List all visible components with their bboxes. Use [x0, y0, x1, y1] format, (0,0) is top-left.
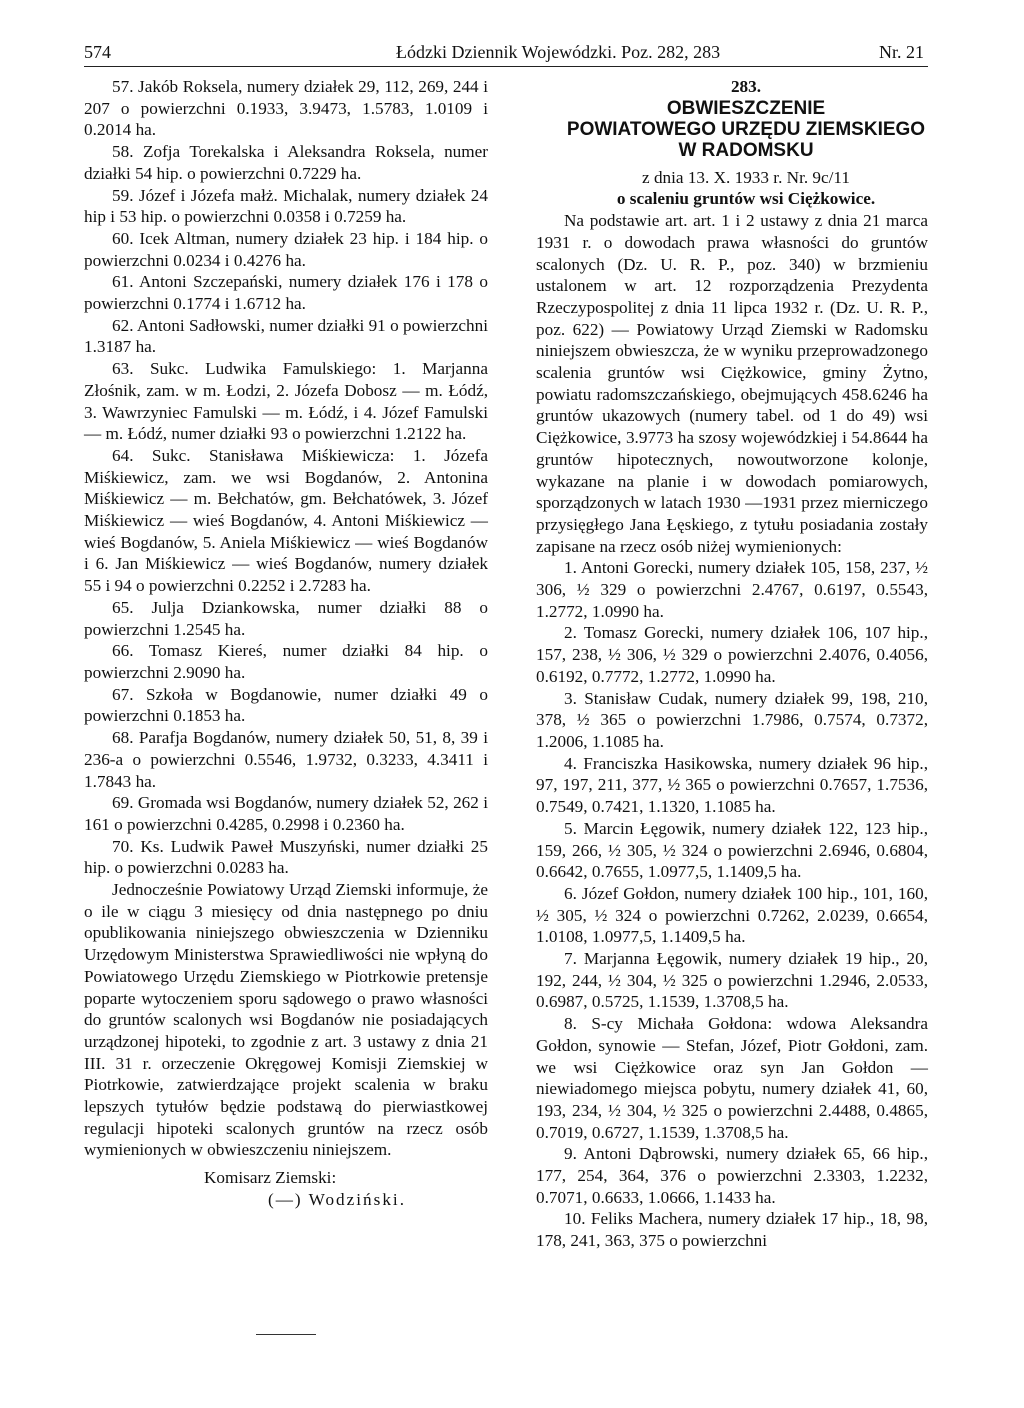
entry-59: 59. Józef i Józefa małż. Michalak, numery działek 24 hip i 53 hip. o powierzchni 0.0358 i 0.7259 ha. — [84, 185, 488, 227]
entry-65: 65. Julja Dziankowska, numer działki 88 o powierzchni 1.2545 ha. — [84, 597, 488, 639]
entry-60: 60. Icek Altman, numery działek 23 hip. i 184 hip. o powierzchni 0.0234 i 0.4276 ha. — [84, 228, 488, 270]
signature-role: Komisarz Ziemski: — [204, 1168, 337, 1188]
entry-66: 66. Tomasz Kiereś, numer działki 84 hip. o powierzchni 2.9090 ha. — [84, 641, 488, 682]
entry-61: 61. Antoni Szczepański, numery działek 176 i 178 o powierzchni 0.1774 i 1.6712 ha. — [84, 272, 488, 314]
notice-number: 283. — [730, 77, 762, 96]
entry-69: 69. Gromada wsi Bogdanów, numery działek 52, 262 i 161 o powierzchni 0.4285, 0.2998 i 0.2360 ha. — [84, 793, 488, 834]
entry-9: 9. Antoni Dąbrowski, numery działek 65, 66 hip., 177, 254, 364, 376 o powierzchni 2.3303, 1.2232, 0.7071, 0.6633, 1.0666, 1.1433 ha. — [536, 1144, 928, 1207]
closing-paragraph: Jednocześnie Powiatowy Urząd Ziemski informuje, że o ile w ciągu 3 miesięcy od dnia następnego po dniu opublikowania niniejszego obwieszczenia w Dzienniku Urzędowym Ministerstwa Sprawiedliwości nie wpłyną do Powiatowego Urzędu Ziemskiego w Piotrkowie pretensje poparte wytoczeniem sporu sądowego o prawo własności do gruntów scalonych wsi Bogdanów nie posiadających urządzonej hipoteki, to zgodnie z art. 3 ustawy z dnia 21 III. 31 r. orzeczenie Okręgowej Komisji Ziemskiej w Piotrkowie, zatwierdzające projekt scalenia w braku lepszych tytułów będzie podstawą do pierwiastkowej regulacji hipoteki scalonych gruntów na rzecz osób wymienionych w obwieszczeniu niniejszem. — [84, 880, 488, 1160]
issue-number: Nr. 21 — [879, 42, 924, 62]
entry-67: 67. Szkoła w Bogdanowie, numer działki 49 o powierzchni 0.1853 ha. — [84, 684, 488, 726]
page-number: 574 — [84, 42, 111, 62]
left-column — [84, 76, 488, 1211]
notice-title-3: W RADOMSKU — [678, 139, 814, 161]
end-rule — [256, 1334, 316, 1335]
notice-date: z dnia 13. X. 1933 r. Nr. 9c/11 — [642, 167, 850, 187]
entry-62: 62. Antoni Sadłowski, numer działki 91 o powierzchni 1.3187 ha. — [84, 315, 488, 357]
entry-5: 5. Marcin Łęgowik, numery działek 122, 123 hip., 159, 266, ½ 305, ½ 324 o powierzchni 2.6946, 0.6804, 0.6642, 0.7655, 1.0977,5, 1.1409,5 ha. — [536, 818, 928, 882]
notice-intro: Na podstawie art. art. 1 i 2 ustawy z dnia 21 marca 1931 r. o dowodach prawa własności do gruntów scalonych (Dz. U. R. P., poz. 340) w brzmieniu ustalonem w art. 12 rozporządzenia Prezydenta Rzeczypospolitej z dnia 11 lipca 1932 r. (Dz. U. R. P., poz. 622) — Powiatowy Urząd Ziemski w Radomsku niniejszem obwieszcza, że w wyniku przeprowadzonego scalenia gruntów wsi Ciężkowice, gminy Żytno, powiatu radomszczańskiego, obejmujących 458.6246 ha gruntów ukazowych (numery tabel. od 1 do 49) wsi Ciężkowice, 3.9773 ha szosy wojewódzkiej i 54.8644 ha gruntów hipotecznych, nowoutworzone kolonje, wykazane na planie i w dowodach pomiarowych, sporządzonych w latach 1930 —1931 przez mierniczego przysięgłego Jana Łęskiego, z tytułu posiadania zostały zapisane na rzecz osób niżej wymienionych: — [536, 211, 928, 556]
entry-64: 64. Sukc. Stanisława Miśkiewicza: 1. Józefa Miśkiewicz, zam. we wsi Bogdanów, 2. Antonina Miśkiewicz — m. Bełchatów, gm. Bełchatówek, 3. Józef Miśkiewicz — wieś Bogdanów, 4. Antoni Miśkiewicz — wieś Bogdanów, 5. Aniela Miśkiewicz — wieś Bogdanów i 6. Jan Miśkiewicz — wieś Bogdanów, numery działek 55 i 94 o powierzchni 0.2252 i 2.7283 ha. — [84, 445, 488, 596]
entry-2: 2. Tomasz Gorecki, numery działek 106, 107 hip., 157, 238, ½ 306, ½ 329 o powierzchni 2.4076, 0.4056, 0.6192, 0.7772, 1.2772, 1.0990 ha. — [536, 623, 928, 686]
entry-70: 70. Ks. Ludwik Paweł Muszyński, numer działki 25 hip. o powierzchni 0.0283 ha. — [84, 836, 488, 878]
page-header — [84, 36, 928, 67]
right-column — [536, 76, 928, 1252]
entry-68: 68. Parafja Bogdanów, numery działek 50, 51, 8, 39 i 236-a o powierzchni 0.5546, 1.9732, 0.3233, 4.3411 i 1.7843 ha. — [84, 728, 488, 791]
signature-name: (—) Wodziński. — [268, 1189, 407, 1209]
entry-10: 10. Feliks Machera, numery działek 17 hip., 18, 98, 178, 241, 363, 375 o powierzchni — [536, 1209, 928, 1251]
entry-4: 4. Franciszka Hasikowska, numery działek 96 hip., 97, 197, 211, 377, ½ 365 o powierzchni 0.7657, 1.7536, 0.7549, 0.7421, 1.1320, 1.1085 ha. — [536, 753, 928, 817]
entry-1: 1. Antoni Gorecki, numery działek 105, 158, 237, ½ 306, ½ 329 o powierzchni 2.4767, 0.6197, 0.5543, 1.2772, 1.0990 ha. — [536, 558, 928, 621]
journal-title: Łódzki Dziennik Wojewódzki. Poz. 282, 283 — [396, 42, 721, 62]
entry-57: 57. Jakób Roksela, numery działek 29, 112, 269, 244 i 207 o powierzchni 0.1933, 3.9473, 1.5783, 1.0109 i 0.2014 ha. — [84, 77, 488, 140]
notice-title-2: POWIATOWEGO URZĘDU ZIEMSKIEGO — [566, 118, 926, 140]
entry-58: 58. Zofja Torekalska i Aleksandra Roksela, numer działki 54 hip. o powierzchni 0.7229 ha. — [84, 142, 488, 183]
notice-title-1: OBWIESZCZENIE — [666, 97, 826, 119]
entry-7: 7. Marjanna Łęgowik, numery działek 19 hip., 20, 192, 244, ½ 304, ½ 325 o powierzchni 1.2946, 2.0533, 0.6987, 0.5725, 1.1539, 1.3708,5 ha. — [536, 949, 928, 1012]
notice-subject: o scaleniu gruntów wsi Ciężkowice. — [616, 189, 876, 209]
entry-6: 6. Józef Gołdon, numery działek 100 hip., 101, 160, ½ 305, ½ 324 o powierzchni 0.7262, 2.0239, 0.6654, 1.0108, 1.0977,5, 1.1409,5 ha. — [536, 883, 928, 947]
entry-3: 3. Stanisław Cudak, numery działek 99, 198, 210, 378, ½ 365 o powierzchni 1.7986, 0.7574, 0.7372, 1.2006, 1.1085 ha. — [536, 688, 928, 751]
entry-63: 63. Sukc. Ludwika Famulskiego: 1. Marjanna Złośnik, zam. w m. Łodzi, 2. Józefa Dobosz — m. Łódź, 3. Wawrzyniec Famulski — m. Łódź, i 4. Józef Famulski — m. Łódź, numer działki 93 o powierzchni 1.2122 ha. — [84, 359, 488, 444]
entry-8: 8. S-cy Michała Gołdona: wdowa Aleksandra Gołdon, synowie — Stefan, Józef, Piotr Gołdoni, zam. we wsi Ciężkowice oraz syn Jan Gołdon — niewiadomego miejsca pobytu, numery działek 41, 60, 193, 234, ½ 304, ½ 325 o powierzchni 2.4488, 0.4865, 0.7019, 0.6727, 1.1539, 1.3708,5 ha. — [536, 1014, 928, 1142]
